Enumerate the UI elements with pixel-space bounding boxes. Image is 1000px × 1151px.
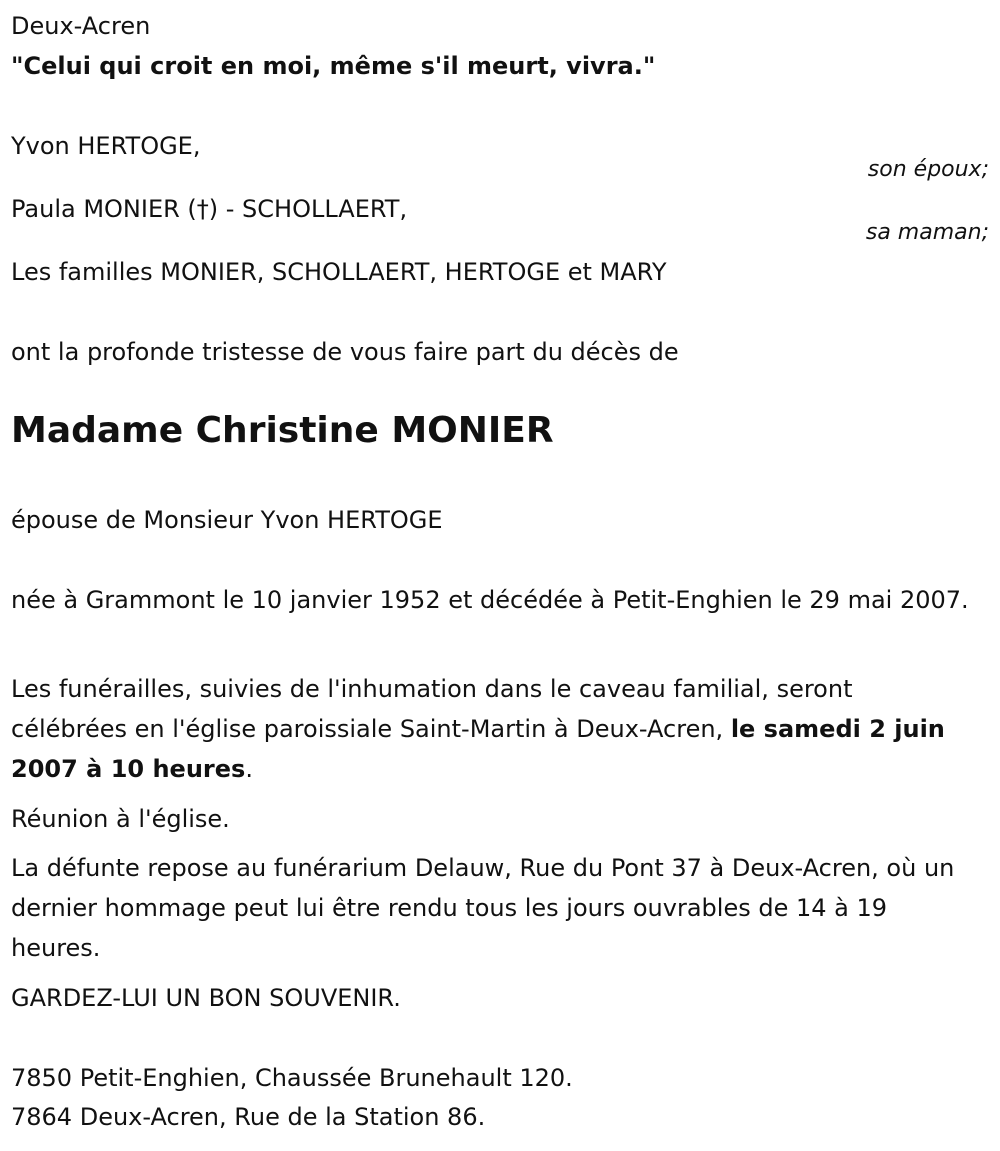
funeral-details — [11, 669, 976, 789]
funeral-end: . — [245, 755, 253, 783]
bible-quote: "Celui qui croit en moi, même s'il meurt, vivra." — [11, 52, 656, 80]
husband-role: son époux; — [867, 157, 989, 182]
viewing-details: La défunte repose au funérarium Delauw, Rue du Pont 37 à Deux-Acren, où un dernier hommage peut lui être rendu tous les jours ouvrables de 14 à 19 heures. — [11, 854, 955, 962]
mother-role: sa maman; — [865, 220, 989, 245]
mother-name: Paula MONIER (†) - SCHOLLAERT, — [11, 195, 408, 223]
meeting-info: Réunion à l'église. — [11, 805, 230, 833]
announcement-intro: ont la profonde tristesse de vous faire part du décès de — [11, 338, 679, 366]
families-list: Les familles MONIER, SCHOLLAERT, HERTOGE et MARY — [11, 258, 667, 286]
spouse-of: épouse de Monsieur Yvon HERTOGE — [11, 506, 443, 534]
closing-line: GARDEZ-LUI UN BON SOUVENIR. — [11, 984, 401, 1012]
address-line: 7864 Deux-Acren, Rue de la Station 86. — [11, 1103, 486, 1131]
obituary-notice — [11, 0, 991, 1151]
funeral-text: Les funérailles, suivies de l'inhumation dans le caveau familial, seront célébrées en l'église paroissiale Saint-Martin à Deux-Acren, — [11, 675, 853, 743]
funeral-date: le samedi 2 juin 2007 à 10 heures — [11, 715, 945, 783]
location-heading: Deux-Acren — [11, 12, 151, 40]
husband-name: Yvon HERTOGE, — [11, 132, 201, 160]
deceased-name: Madame Christine MONIER — [11, 410, 554, 451]
birth-death-details: née à Grammont le 10 janvier 1952 et décédée à Petit-Enghien le 29 mai 2007. — [11, 586, 969, 614]
address-line: 7850 Petit-Enghien, Chaussée Brunehault 120. — [11, 1064, 573, 1092]
